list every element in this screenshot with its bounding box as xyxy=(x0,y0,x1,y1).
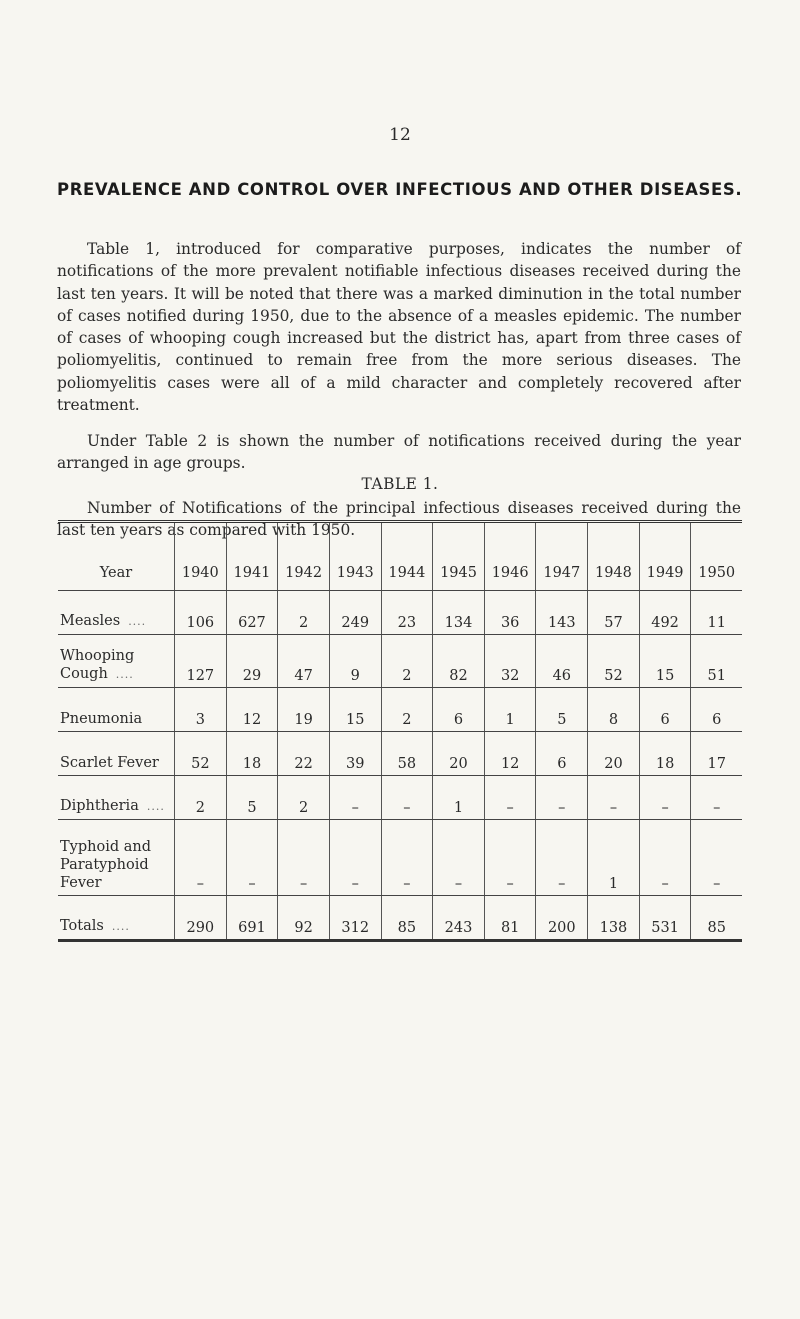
value-cell: 249 xyxy=(329,591,381,635)
value-cell: – xyxy=(175,820,227,896)
value-cell: 58 xyxy=(381,732,433,776)
value-cell: 6 xyxy=(536,732,588,776)
value-cell: 85 xyxy=(381,896,433,941)
table-title: TABLE 1. xyxy=(361,475,439,493)
value-cell: – xyxy=(691,776,742,820)
value-cell: 200 xyxy=(536,896,588,941)
value-cell: – xyxy=(484,820,536,896)
value-cell: 20 xyxy=(588,732,640,776)
value-cell: 57 xyxy=(588,591,640,635)
row-label-cell xyxy=(58,591,175,635)
value-cell: – xyxy=(381,820,433,896)
value-cell: 5 xyxy=(226,776,278,820)
value-cell: 6 xyxy=(691,688,742,732)
value-cell: 15 xyxy=(639,635,691,688)
value-cell: 46 xyxy=(536,635,588,688)
value-cell: – xyxy=(536,820,588,896)
table-row xyxy=(58,635,742,688)
value-cell: 531 xyxy=(639,896,691,941)
header-cell: 1943 xyxy=(329,522,381,591)
value-cell: 3 xyxy=(175,688,227,732)
value-cell: 18 xyxy=(226,732,278,776)
row-label-line: Cough xyxy=(60,666,108,682)
value-cell: 82 xyxy=(433,635,485,688)
row-label-line: Measles xyxy=(60,613,121,629)
value-cell: 81 xyxy=(484,896,536,941)
value-cell: 2 xyxy=(175,776,227,820)
value-cell: 2 xyxy=(381,635,433,688)
row-label-line: Whooping xyxy=(60,648,135,664)
value-cell: 2 xyxy=(278,776,330,820)
row-label-line: Scarlet Fever xyxy=(60,755,159,771)
intro-paragraph xyxy=(57,238,741,416)
value-cell: – xyxy=(226,820,278,896)
value-cell: 134 xyxy=(433,591,485,635)
header-cell: 1940 xyxy=(175,522,227,591)
value-cell: – xyxy=(278,820,330,896)
value-cell: 32 xyxy=(484,635,536,688)
intro-paragraph-text: Table 1, introduced for comparative purposes, indicates the number of notifications of the more prevalent notifiable infectious diseases received during the last ten years. It will be noted that there was a marked diminution in the total number of cases notified during 1950, due to the absence of a measles epidemic. The number of cases of whooping cough increased but the district has, apart from three cases of poliomyelitis, continued to remain free from the more serious diseases. The poliomyelitis cases were all of a mild character and completely recovered after treatment. xyxy=(57,240,741,415)
value-cell: 18 xyxy=(639,732,691,776)
value-cell: 17 xyxy=(691,732,742,776)
value-cell: 243 xyxy=(433,896,485,941)
page-number: 12 xyxy=(389,125,411,145)
value-cell: 85 xyxy=(691,896,742,941)
value-cell: 36 xyxy=(484,591,536,635)
table-caption-text: Number of Notifications of the principal infectious diseases received during the last ten years as compared with 1950. xyxy=(57,499,741,540)
value-cell: 691 xyxy=(226,896,278,941)
value-cell: – xyxy=(484,776,536,820)
value-cell: 106 xyxy=(175,591,227,635)
value-cell: – xyxy=(433,820,485,896)
row-label xyxy=(60,647,172,684)
header-cell: 1944 xyxy=(381,522,433,591)
table-body xyxy=(58,591,742,941)
table-header-row xyxy=(58,522,742,591)
row-label xyxy=(60,754,172,772)
row-label-cell xyxy=(58,688,175,732)
value-cell: – xyxy=(536,776,588,820)
header-cell: 1949 xyxy=(639,522,691,591)
value-cell: 5 xyxy=(536,688,588,732)
value-cell: 9 xyxy=(329,635,381,688)
row-label-line: Pneumonia xyxy=(60,711,143,727)
row-label xyxy=(60,838,172,892)
table-row xyxy=(58,732,742,776)
table2-note-text: Under Table 2 is shown the number of notifications received during the year arranged in age groups. xyxy=(57,432,741,473)
header-cell: Year xyxy=(58,522,175,591)
header-cell: 1947 xyxy=(536,522,588,591)
leader-dots: .... xyxy=(111,920,130,933)
value-cell: – xyxy=(381,776,433,820)
value-cell: – xyxy=(639,776,691,820)
leader-dots: .... xyxy=(115,668,134,681)
table-row xyxy=(58,591,742,635)
notifications-table xyxy=(58,520,742,942)
header-cell: 1941 xyxy=(226,522,278,591)
value-cell: 92 xyxy=(278,896,330,941)
value-cell: 2 xyxy=(381,688,433,732)
row-label-line: Diphtheria xyxy=(60,798,139,814)
header-cell: 1948 xyxy=(588,522,640,591)
value-cell: 51 xyxy=(691,635,742,688)
value-cell: 15 xyxy=(329,688,381,732)
value-cell: 138 xyxy=(588,896,640,941)
header-cell: 1945 xyxy=(433,522,485,591)
value-cell: 8 xyxy=(588,688,640,732)
row-label-cell xyxy=(58,776,175,820)
row-label-cell xyxy=(58,635,175,688)
row-label-line: Typhoid and xyxy=(60,839,152,855)
row-label-cell xyxy=(58,896,175,941)
value-cell: 19 xyxy=(278,688,330,732)
value-cell: 2 xyxy=(278,591,330,635)
value-cell: 29 xyxy=(226,635,278,688)
value-cell: – xyxy=(691,820,742,896)
table-row xyxy=(58,688,742,732)
value-cell: 1 xyxy=(588,820,640,896)
table-row xyxy=(58,776,742,820)
row-label-line: Totals xyxy=(60,918,104,934)
totals-row xyxy=(58,896,742,941)
value-cell: – xyxy=(329,776,381,820)
row-label xyxy=(60,710,172,728)
value-cell: – xyxy=(329,820,381,896)
value-cell: 22 xyxy=(278,732,330,776)
value-cell: 492 xyxy=(639,591,691,635)
section-heading: PREVALENCE AND CONTROL OVER INFECTIOUS AND OTHER DISEASES. xyxy=(57,180,743,199)
value-cell: 52 xyxy=(175,732,227,776)
value-cell: – xyxy=(639,820,691,896)
value-cell: 6 xyxy=(433,688,485,732)
table2-note-paragraph xyxy=(57,430,741,475)
value-cell: 12 xyxy=(226,688,278,732)
value-cell: 290 xyxy=(175,896,227,941)
value-cell: 1 xyxy=(433,776,485,820)
header-cell: 1946 xyxy=(484,522,536,591)
header-cell: 1942 xyxy=(278,522,330,591)
row-label-cell xyxy=(58,820,175,896)
row-label-line: Paratyphoid xyxy=(60,857,149,873)
value-cell: 47 xyxy=(278,635,330,688)
value-cell: 627 xyxy=(226,591,278,635)
value-cell: 23 xyxy=(381,591,433,635)
row-label xyxy=(60,917,172,936)
row-label-line: Fever xyxy=(60,875,102,891)
value-cell: 20 xyxy=(433,732,485,776)
row-label-cell xyxy=(58,732,175,776)
table-row xyxy=(58,820,742,896)
value-cell: 6 xyxy=(639,688,691,732)
value-cell: 1 xyxy=(484,688,536,732)
row-label xyxy=(60,797,172,816)
value-cell: – xyxy=(588,776,640,820)
value-cell: 12 xyxy=(484,732,536,776)
value-cell: 143 xyxy=(536,591,588,635)
leader-dots: .... xyxy=(128,615,147,628)
value-cell: 11 xyxy=(691,591,742,635)
value-cell: 312 xyxy=(329,896,381,941)
header-cell: 1950 xyxy=(691,522,742,591)
row-label xyxy=(60,612,172,631)
leader-dots: .... xyxy=(146,800,165,813)
value-cell: 39 xyxy=(329,732,381,776)
value-cell: 52 xyxy=(588,635,640,688)
value-cell: 127 xyxy=(175,635,227,688)
